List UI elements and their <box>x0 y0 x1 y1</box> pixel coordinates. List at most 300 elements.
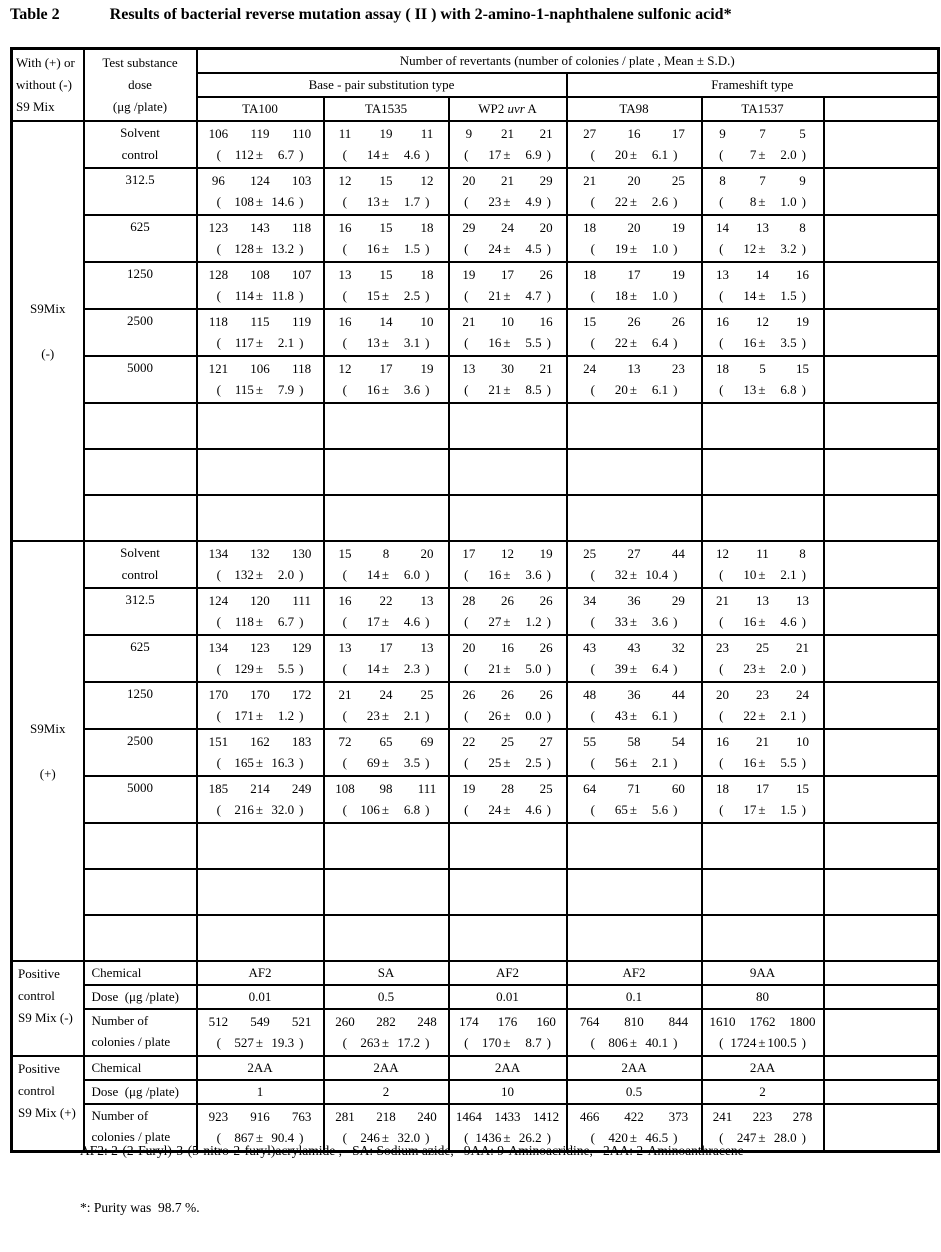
revertant-cell <box>449 729 567 776</box>
positive-dose-value-cell-line: 0.01 <box>496 989 519 1004</box>
results-table <box>10 47 940 1153</box>
plate-counts <box>703 169 823 191</box>
revertant-cell <box>197 729 324 776</box>
plate-count-value: 282 <box>376 1014 396 1029</box>
plate-count-value: 9 <box>465 126 473 141</box>
format-char: ( <box>590 288 595 303</box>
sd-value: 5.5 <box>780 755 797 770</box>
colonies-row-label-line: colonies / plate <box>91 1129 171 1144</box>
sd-value: 6.1 <box>651 382 669 397</box>
header-strain-wp2uvra <box>449 97 567 121</box>
dose-value-cell <box>84 215 197 262</box>
plate-count-value: 12 <box>338 361 352 376</box>
plate-count-value: 17 <box>627 267 641 282</box>
format-char: ) <box>801 1130 806 1145</box>
s9-mix-block-label-line: S9Mix <box>30 301 66 316</box>
plate-counts <box>568 357 701 379</box>
plate-count-value: 241 <box>712 1109 733 1124</box>
plate-count-value: 240 <box>417 1109 437 1124</box>
plate-counts <box>325 263 448 285</box>
mean-value: 420 <box>608 1130 628 1145</box>
plate-count-value: 21 <box>716 593 729 608</box>
plate-count-value: 21 <box>539 126 553 141</box>
plate-count-value: 7 <box>759 173 766 188</box>
mean-sd-line <box>198 705 323 727</box>
plate-count-value: 124 <box>250 173 270 188</box>
revertant-cell <box>324 262 449 309</box>
empty-row <box>12 495 939 541</box>
sd-value: 1.2 <box>525 614 542 629</box>
plate-count-value: 18 <box>716 361 729 376</box>
format-char: ( <box>342 335 347 350</box>
dose-value-cell <box>84 121 197 168</box>
revertant-cell <box>567 682 702 729</box>
mean-sd-line <box>198 238 323 260</box>
dose-value-cell-line: 1250 <box>127 266 153 281</box>
plate-count-value: 130 <box>291 546 312 561</box>
revertant-cell <box>449 356 567 403</box>
empty-cell <box>449 403 567 449</box>
format-char: ± <box>255 614 264 629</box>
plate-count-value: 26 <box>539 593 553 608</box>
mean-value: 19 <box>614 241 628 256</box>
empty-cell <box>567 495 702 541</box>
format-char: ( <box>342 382 347 397</box>
format-char: ) <box>299 241 304 256</box>
format-char: ( <box>342 1130 347 1145</box>
plate-count-value: 764 <box>579 1014 600 1029</box>
revertant-cell <box>197 635 324 682</box>
s9-mix-block-label <box>12 541 84 961</box>
format-char: ± <box>758 335 766 350</box>
plate-counts <box>703 216 823 238</box>
plate-count-value: 19 <box>671 220 685 235</box>
plate-count-value: 25 <box>583 546 597 561</box>
format-char: ± <box>381 661 390 676</box>
format-char: ± <box>503 1035 511 1050</box>
format-char: ) <box>299 1130 304 1145</box>
revertant-cell <box>449 776 567 823</box>
empty-cell <box>824 121 939 168</box>
plate-count-value: 123 <box>250 640 270 655</box>
mean-value: 17 <box>488 147 502 162</box>
plate-count-value: 30 <box>501 361 514 376</box>
format-char: ± <box>503 567 511 582</box>
dose-value-cell <box>84 729 197 776</box>
plate-count-value: 25 <box>539 781 553 796</box>
format-char: ( <box>342 755 347 770</box>
format-char: ( <box>342 241 347 256</box>
plate-count-value: 60 <box>671 781 685 796</box>
mean-sd-line <box>703 285 823 307</box>
revertant-cell <box>702 309 824 356</box>
mean-value: 21 <box>488 661 502 676</box>
revertant-cell <box>567 729 702 776</box>
mean-value: 171 <box>234 708 254 723</box>
empty-cell <box>197 915 324 961</box>
header-dose-line3: (μg /plate) <box>112 99 168 114</box>
mean-sd-line <box>703 144 823 166</box>
chemical-value-cell-line: 2AA <box>621 1060 647 1075</box>
mean-sd-line <box>568 379 701 401</box>
header-dose-line1: Test substance <box>102 55 178 70</box>
chemical-value-cell-line: 2AA <box>749 1060 776 1075</box>
dose-row <box>12 309 939 356</box>
empty-cell <box>824 215 939 262</box>
plate-counts <box>450 636 566 658</box>
positive-control-label-line: control <box>18 1083 55 1098</box>
plate-count-value: 19 <box>420 361 434 376</box>
plate-count-value: 18 <box>716 781 729 796</box>
empty-cell <box>567 449 702 495</box>
revertant-cell <box>567 541 702 588</box>
plate-counts <box>703 542 823 564</box>
plate-count-value: 916 <box>250 1109 270 1124</box>
wp2-suffix: A <box>524 101 537 116</box>
wp2-uvr-italic: uvr <box>507 101 525 116</box>
plate-count-value: 10 <box>796 734 809 749</box>
plate-counts <box>198 169 323 191</box>
mean-sd-line <box>198 144 323 166</box>
mean-value: 165 <box>234 755 254 770</box>
mean-value: 108 <box>234 194 254 209</box>
format-char: ( <box>464 335 469 350</box>
plate-count-value: 12 <box>338 173 352 188</box>
plate-count-value: 19 <box>379 126 393 141</box>
format-char: ± <box>503 614 511 629</box>
plate-count-value: 549 <box>250 1014 270 1029</box>
revertant-cell <box>324 729 449 776</box>
plate-count-value: 1610 <box>709 1014 736 1029</box>
sd-value: 4.6 <box>403 614 421 629</box>
revertant-cell <box>197 588 324 635</box>
empty-cell <box>567 823 702 869</box>
revertant-cell <box>324 356 449 403</box>
sd-value: 4.6 <box>403 147 421 162</box>
empty-cell <box>824 309 939 356</box>
plate-count-value: 103 <box>291 173 312 188</box>
chemical-value-cell-line: 2AA <box>494 1060 521 1075</box>
format-char: ) <box>425 567 430 582</box>
format-char: ) <box>299 335 304 350</box>
plate-count-value: 29 <box>671 593 685 608</box>
header-dose-line2: dose <box>128 77 152 92</box>
s9-mix-block-label <box>12 121 84 541</box>
format-char: ( <box>464 755 469 770</box>
sd-value: 3.6 <box>651 614 669 629</box>
format-char: ) <box>299 708 304 723</box>
empty-cell <box>324 495 449 541</box>
empty-cell <box>824 961 939 985</box>
plate-count-value: 124 <box>208 593 229 608</box>
plate-counts <box>450 542 566 564</box>
sd-value: 6.7 <box>277 147 295 162</box>
format-char: ( <box>342 661 347 676</box>
empty-cell <box>84 495 197 541</box>
plate-counts <box>325 216 448 238</box>
mean-sd-line <box>325 1032 448 1054</box>
dose-value-cell-line: 2500 <box>127 313 153 328</box>
plate-count-value: 16 <box>338 593 352 608</box>
positive-dose-value-cell <box>702 1080 824 1104</box>
revertant-cell <box>702 262 824 309</box>
mean-value: 7 <box>749 147 757 162</box>
dose-value-cell <box>84 541 197 588</box>
plate-count-value: 54 <box>671 734 685 749</box>
revertant-cell <box>449 588 567 635</box>
format-char: ) <box>546 1130 551 1145</box>
empty-row <box>12 823 939 869</box>
dose-row <box>12 121 939 168</box>
plate-count-value: 12 <box>716 546 729 561</box>
plate-count-value: 71 <box>627 781 641 796</box>
revertant-cell <box>324 682 449 729</box>
plate-count-value: 111 <box>417 781 437 796</box>
plate-count-value: 20 <box>420 546 434 561</box>
chemical-value-cell <box>449 961 567 985</box>
mean-sd-line <box>198 191 323 213</box>
plate-count-value: 17 <box>501 267 514 282</box>
format-char: ± <box>758 708 766 723</box>
format-char: ± <box>758 1130 766 1145</box>
revertant-cell <box>197 215 324 262</box>
format-char: ) <box>299 382 304 397</box>
format-char: ± <box>255 335 264 350</box>
format-char: ) <box>425 755 430 770</box>
plate-counts <box>450 263 566 285</box>
mean-value: 22 <box>614 335 628 350</box>
dose-value-cell-line: 2500 <box>127 733 153 748</box>
colonies-row-label-line: Number of <box>91 1013 149 1028</box>
plate-count-value: 15 <box>379 267 393 282</box>
format-char: ( <box>590 194 595 209</box>
plate-count-value: 118 <box>292 220 312 235</box>
plate-counts <box>325 636 448 658</box>
plate-counts <box>568 683 701 705</box>
plate-count-value: 24 <box>796 687 809 702</box>
mean-value: 20 <box>614 382 628 397</box>
mean-sd-line <box>568 144 701 166</box>
mean-sd-line <box>325 752 448 774</box>
plate-counts <box>568 263 701 285</box>
format-char: ( <box>719 335 724 350</box>
plate-count-value: 69 <box>420 734 434 749</box>
format-char: ± <box>503 241 511 256</box>
format-char: ( <box>216 1035 221 1050</box>
mean-value: 33 <box>614 614 628 629</box>
plate-count-value: 11 <box>338 126 352 141</box>
footnote-abbreviations: AF2: 2-(2-Furyl)-3-(5-nitro-2-furyl)acrylamide , SA: Sodium azide, 9AA: 9-Aminoacridine, 2AA: 2-Aminoanthracene <box>80 1143 744 1158</box>
format-char: ± <box>758 1035 766 1050</box>
mean-sd-line <box>703 752 823 774</box>
revertant-cell <box>449 682 567 729</box>
empty-cell <box>702 915 824 961</box>
format-char: ) <box>801 335 806 350</box>
plate-count-value: 12 <box>420 173 434 188</box>
mean-sd-line <box>568 658 701 680</box>
mean-value: 16 <box>743 335 757 350</box>
positive-count-row <box>12 1009 939 1056</box>
format-char: ± <box>758 382 766 397</box>
format-char: ( <box>719 1130 724 1145</box>
plate-count-value: 1433 <box>494 1109 521 1124</box>
empty-row <box>12 915 939 961</box>
plate-count-value: 121 <box>208 361 229 376</box>
mean-value: 20 <box>614 147 628 162</box>
mean-value: 13 <box>743 382 757 397</box>
plate-counts <box>325 169 448 191</box>
format-char: ± <box>629 1130 638 1145</box>
chemical-value-cell <box>197 961 324 985</box>
format-char: ± <box>758 661 766 676</box>
positive-chemical-row <box>12 1056 939 1080</box>
sd-value: 32.0 <box>271 802 295 817</box>
mean-sd-line <box>450 799 566 821</box>
format-char: ± <box>503 147 511 162</box>
mean-value: 22 <box>614 194 628 209</box>
empty-cell <box>824 776 939 823</box>
format-char: ) <box>801 755 806 770</box>
format-char: ( <box>590 755 595 770</box>
sd-value: 6.8 <box>780 382 797 397</box>
sd-value: 1.5 <box>780 802 797 817</box>
plate-counts <box>325 310 448 332</box>
mean-value: 16 <box>366 241 380 256</box>
plate-count-value: 118 <box>292 361 312 376</box>
positive-dose-value-cell <box>449 1080 567 1104</box>
positive-dose-value-cell <box>197 1080 324 1104</box>
plate-counts <box>703 730 823 752</box>
plate-count-value: 15 <box>379 220 393 235</box>
plate-counts <box>198 122 323 144</box>
plate-count-value: 15 <box>796 781 809 796</box>
format-char: ( <box>719 1035 724 1050</box>
format-char: ( <box>216 802 221 817</box>
plate-count-value: 15 <box>796 361 809 376</box>
dose-value-cell-line: 625 <box>130 219 150 234</box>
format-char: ) <box>546 661 551 676</box>
format-char: ± <box>255 288 264 303</box>
empty-cell <box>567 403 702 449</box>
sd-value: 2.0 <box>780 147 797 162</box>
revertant-cell <box>702 121 824 168</box>
empty-cell <box>824 823 939 869</box>
plate-count-value: 72 <box>338 734 352 749</box>
results-table-body <box>12 121 939 1152</box>
mean-value: 114 <box>234 288 254 303</box>
dose-value-cell <box>84 262 197 309</box>
mean-value: 16 <box>743 614 757 629</box>
format-char: ± <box>381 567 390 582</box>
format-char: ± <box>629 335 638 350</box>
format-char: ) <box>425 802 430 817</box>
format-char: ( <box>342 567 347 582</box>
plate-count-value: 27 <box>627 546 641 561</box>
sd-value: 4.5 <box>525 241 542 256</box>
mean-sd-line <box>703 238 823 260</box>
format-char: ( <box>590 1035 595 1050</box>
format-char: ) <box>546 241 551 256</box>
positive-dose-row <box>12 1080 939 1104</box>
sd-value: 3.1 <box>403 335 421 350</box>
plate-count-value: 278 <box>792 1109 813 1124</box>
revertant-cell <box>197 168 324 215</box>
mean-value: 17 <box>366 614 380 629</box>
colonies-row-label-line: colonies / plate <box>91 1034 171 1049</box>
sd-value: 19.3 <box>271 1035 295 1050</box>
sd-value: 2.1 <box>403 708 421 723</box>
plate-count-value: 26 <box>539 640 553 655</box>
format-char: ± <box>503 755 511 770</box>
plate-count-value: 115 <box>250 314 270 329</box>
format-char: ± <box>629 147 638 162</box>
revertant-cell <box>567 588 702 635</box>
s9-mix-block-label-line: S9Mix <box>30 721 66 736</box>
positive-control-label-line: S9 Mix (+) <box>18 1105 76 1120</box>
mean-value: 23 <box>488 194 502 209</box>
plate-counts <box>198 357 323 379</box>
mean-sd-line <box>198 799 323 821</box>
format-char: ( <box>216 755 221 770</box>
empty-cell <box>449 449 567 495</box>
revertant-cell <box>702 729 824 776</box>
revertant-cell <box>449 215 567 262</box>
plate-count-value: 5 <box>799 126 806 141</box>
plate-count-value: 162 <box>250 734 270 749</box>
plate-count-value: 119 <box>292 314 312 329</box>
revertant-cell <box>449 635 567 682</box>
mean-sd-line <box>568 285 701 307</box>
format-char: ( <box>590 614 595 629</box>
positive-dose-value-cell-line: 2 <box>382 1084 390 1099</box>
plate-count-value: 26 <box>501 687 514 702</box>
format-char: ) <box>546 382 551 397</box>
plate-count-value: 65 <box>379 734 393 749</box>
mean-value: 43 <box>614 708 628 723</box>
positive-control-label-line: Positive <box>18 1061 60 1076</box>
format-char: ( <box>719 755 724 770</box>
format-char: ) <box>801 708 806 723</box>
plate-count-value: 20 <box>539 220 553 235</box>
plate-count-value: 19 <box>462 781 476 796</box>
dose-row <box>12 168 939 215</box>
format-char: ) <box>546 335 551 350</box>
revertant-cell <box>197 541 324 588</box>
positive-dose-value-cell <box>567 985 702 1009</box>
format-char: ( <box>216 335 221 350</box>
empty-cell <box>324 449 449 495</box>
format-char: ± <box>381 194 390 209</box>
sd-value: 1.0 <box>780 194 797 209</box>
plate-count-value: 58 <box>627 734 641 749</box>
mean-value: 263 <box>360 1035 380 1050</box>
revertant-cell <box>567 168 702 215</box>
format-char: ( <box>464 614 469 629</box>
plate-count-value: 119 <box>250 126 270 141</box>
plate-counts <box>568 636 701 658</box>
mean-sd-line <box>703 332 823 354</box>
positive-dose-value-cell-line: 10 <box>501 1084 514 1099</box>
sd-value: 4.6 <box>780 614 797 629</box>
sd-value: 2.1 <box>651 755 669 770</box>
plate-counts <box>450 169 566 191</box>
plate-count-value: 11 <box>420 126 434 141</box>
plate-count-value: 25 <box>671 173 685 188</box>
mean-value: 16 <box>488 335 502 350</box>
format-char: ± <box>758 194 766 209</box>
dose-value-cell <box>84 776 197 823</box>
format-char: ) <box>546 288 551 303</box>
